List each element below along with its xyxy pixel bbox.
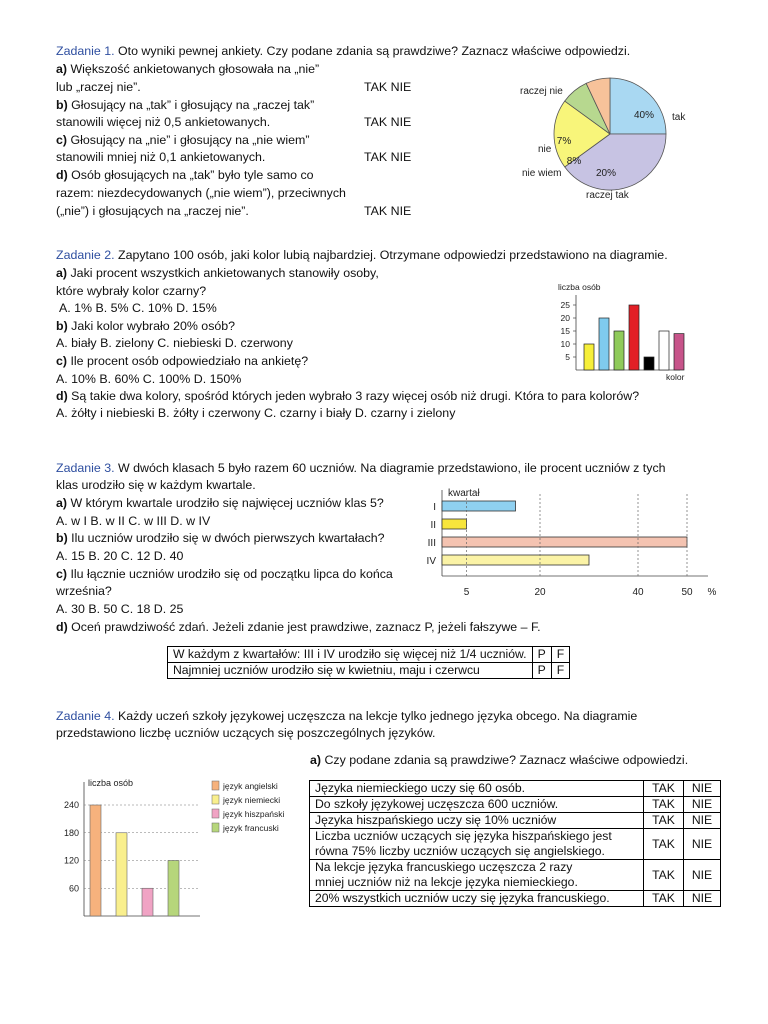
- color-bar: [614, 331, 624, 370]
- tak-option[interactable]: TAK: [644, 860, 684, 891]
- task2-c-text1: Ile procent osób odpowiedziało na ankietę?: [70, 354, 309, 368]
- nie-option[interactable]: NIE: [684, 891, 721, 907]
- x-tick-label: 50: [681, 587, 693, 598]
- task1-intro: Oto wyniki pewnej ankiety. Czy podane zdania są prawdziwe? Zaznacz właściwe odpowiedzi.: [118, 44, 631, 58]
- task3-intro2: klas urodziło się w każdym kwartale.: [56, 478, 256, 492]
- task4-intro-line: [56, 708, 637, 725]
- task2-b-line1: [56, 318, 235, 335]
- x-axis-unit: %: [707, 587, 717, 598]
- task1-d-label: d): [56, 168, 68, 182]
- pie-category-label: nie: [538, 144, 552, 155]
- y-tick-label: 25: [560, 300, 570, 310]
- y-tick-label: 240: [63, 800, 79, 810]
- pie-category-label: tak: [672, 112, 686, 123]
- task1-b-line1: [56, 97, 314, 114]
- table-row: [310, 781, 721, 797]
- table-row: [168, 663, 570, 679]
- task3-c-label: c): [56, 567, 68, 581]
- statement-line1: Liczba uczniów uczących się języka hiszpańskiego jest: [315, 829, 612, 843]
- task1-c-label: c): [56, 133, 68, 147]
- task1-a-text2: lub „raczej nie”.: [56, 80, 141, 94]
- task2-c-line1: [56, 353, 308, 370]
- y-axis-title: kwartał: [448, 488, 480, 499]
- nie-option[interactable]: NIE: [684, 813, 721, 829]
- color-bar: [674, 334, 684, 370]
- legend-label: język francuski: [223, 823, 279, 833]
- y-tick-label: 60: [68, 883, 79, 894]
- statement-cell: 20% wszystkich uczniów uczy się języka francuskiego.: [310, 891, 644, 907]
- language-bar: [116, 833, 127, 916]
- y-axis-title: liczba osób: [558, 282, 601, 292]
- pie-percent-label: 20%: [595, 168, 617, 179]
- pie-percent-label: 7%: [556, 136, 572, 147]
- task2-b-options[interactable]: A. biały B. zielony C. niebieski D. czerwony: [56, 336, 293, 350]
- task4-title: Zadanie 4.: [56, 709, 115, 723]
- task1-d-text1: Osób głosujących na „tak” było tyle samo co: [71, 168, 314, 182]
- task3-c-options[interactable]: A. 30 B. 50 C. 18 D. 25: [56, 602, 184, 616]
- quarter-bar: [442, 501, 516, 511]
- task2-d-line1: [56, 388, 639, 405]
- tak-option[interactable]: TAK: [644, 891, 684, 907]
- task1-a-answer[interactable]: TAK NIE: [364, 80, 412, 94]
- x-tick-label: 40: [632, 587, 644, 598]
- y-tick-label: 20: [560, 313, 570, 323]
- task1-b-label: b): [56, 98, 68, 112]
- task1-c-text1: Głosujący na „nie” i głosujący na „nie wiem”: [70, 133, 310, 147]
- x-axis-title: kolor: [666, 372, 685, 381]
- task2-c-label: c): [56, 354, 68, 368]
- nie-option[interactable]: NIE: [684, 797, 721, 813]
- pie-slice: [610, 78, 666, 134]
- task3-title: Zadanie 3.: [56, 461, 115, 475]
- task3-c-text1: Ilu łącznie uczniów urodziło się od początku lipca do końca: [70, 567, 393, 581]
- task2-title: Zadanie 2.: [56, 248, 115, 262]
- statement-line2: mniej uczniów niż na lekcje języka niemieckiego.: [315, 875, 578, 889]
- task4-intro2: przedstawiono liczbę uczniów uczących się poszczególnych języków.: [56, 726, 436, 740]
- task3-truefalse-table: [167, 646, 570, 679]
- task3-d-line1: [56, 619, 541, 636]
- pie-category-label: raczej tak: [586, 190, 629, 201]
- x-tick-label: 5: [463, 587, 470, 598]
- task1-a-text1: Większość ankietowanych głosowała na „nie”: [70, 62, 320, 76]
- y-tick-label: 10: [560, 339, 570, 349]
- quarter-bar: [442, 537, 687, 547]
- pie-category-label: nie wiem: [522, 168, 562, 179]
- tak-option[interactable]: TAK: [644, 781, 684, 797]
- task4-intro1: Każdy uczeń szkoły językowej uczęszcza na lekcje tylko jednego języka obcego. Na diagramie: [118, 709, 638, 723]
- table-row: [310, 829, 721, 860]
- quarter-label: II: [430, 520, 436, 531]
- y-tick-label: 15: [560, 326, 570, 336]
- legend-swatch: [212, 781, 219, 790]
- task3-a-options[interactable]: A. w I B. w II C. w III D. w IV: [56, 514, 211, 528]
- statement-cell: Języka niemieckiego uczy się 60 osób.: [310, 781, 644, 797]
- task1-c-answer[interactable]: TAK NIE: [364, 150, 412, 164]
- tak-option[interactable]: TAK: [644, 829, 684, 860]
- nie-option[interactable]: NIE: [684, 860, 721, 891]
- task2-a-line1: [56, 265, 379, 282]
- task2-d-options[interactable]: A. żółty i niebieski B. żółty i czerwony C. czarny i biały D. czarny i zielony: [56, 406, 456, 420]
- statement-line1: Na lekcje języka francuskiego uczęszcza 2 razy: [315, 860, 573, 874]
- task3-b-text1: Ilu uczniów urodziło się w dwóch pierwszych kwartałach?: [71, 531, 385, 545]
- quarter-bar-chart: [420, 484, 720, 604]
- statement-line2: równa 75% liczby uczniów uczących się angielskiego.: [315, 844, 605, 858]
- tak-option[interactable]: TAK: [644, 797, 684, 813]
- y-tick-label: 180: [63, 827, 79, 838]
- pie-percent-label: 40%: [633, 110, 655, 121]
- task2-a-text2: które wybrały kolor czarny?: [56, 284, 207, 298]
- nie-option[interactable]: NIE: [684, 781, 721, 797]
- table-row: [310, 891, 721, 907]
- task2-a-options[interactable]: A. 1% B. 5% C. 10% D. 15%: [59, 301, 217, 315]
- table-row: [310, 860, 721, 891]
- language-bar: [90, 805, 101, 916]
- p-option[interactable]: P: [532, 647, 551, 663]
- task3-d-label: d): [56, 620, 68, 634]
- task1-a-line1: [56, 61, 319, 78]
- pie-chart: [512, 72, 712, 212]
- task2-b-label: b): [56, 319, 68, 333]
- quarter-label: III: [427, 538, 436, 549]
- task3-a-label: a): [56, 496, 68, 510]
- y-tick-label: 5: [565, 352, 570, 362]
- task1-b-answer[interactable]: TAK NIE: [364, 115, 412, 129]
- task1-title: Zadanie 1.: [56, 44, 115, 58]
- task1-d-text3: („nie”) i głosujących na „raczej nie”.: [56, 204, 249, 218]
- language-bar-chart: [60, 772, 300, 922]
- statement-cell: Do szkoły językowej uczęszcza 600 uczniów.: [310, 797, 644, 813]
- legend-swatch: [212, 823, 219, 832]
- color-bar: [584, 344, 594, 370]
- table-row: [310, 813, 721, 829]
- statement-cell: [310, 829, 644, 860]
- task2-intro-line: [56, 247, 668, 264]
- task2-d-text1: Są takie dwa kolory, spośród których jeden wybrało 3 razy więcej osób niż drugi. Która to para kolorów?: [71, 389, 640, 403]
- statement-cell: Języka hiszpańskiego uczy się 10% uczniów: [310, 813, 644, 829]
- color-bar: [644, 357, 654, 370]
- task2-a-label: a): [56, 266, 68, 280]
- nie-option[interactable]: NIE: [684, 829, 721, 860]
- quarter-bar: [442, 555, 589, 565]
- task1-c-text2: stanowili mniej niż 0,1 ankietowanych.: [56, 150, 266, 164]
- task3-d-text1: Oceń prawdziwość zdań. Jeżeli zdanie jest prawdziwe, zaznacz P, jeżeli fałszywe – F.: [71, 620, 541, 634]
- statement-cell: Najmniej uczniów urodziło się w kwietniu, maju i czerwcu: [168, 663, 533, 679]
- language-bar: [142, 888, 153, 916]
- task3-a-line1: [56, 495, 384, 512]
- color-bar: [629, 305, 639, 370]
- pie-percent-label: 8%: [566, 156, 582, 167]
- legend-label: język hiszpański: [223, 809, 285, 819]
- task1-b-text1: Głosujący na „tak” i głosujący na „raczej tak”: [71, 98, 315, 112]
- table-row: [310, 797, 721, 813]
- x-tick-label: 20: [534, 587, 546, 598]
- task1-d-line1: [56, 167, 314, 184]
- task2-c-options[interactable]: A. 10% B. 60% C. 100% D. 150%: [56, 372, 242, 386]
- task1-a-label: a): [56, 62, 68, 76]
- task1-d-text2: razem: niezdecydowanych („nie wiem”), przeciwnych: [56, 186, 346, 200]
- y-axis-title: liczba osób: [88, 778, 134, 788]
- p-option[interactable]: P: [532, 663, 551, 679]
- tak-option[interactable]: TAK: [644, 813, 684, 829]
- task3-b-line1: [56, 530, 385, 547]
- task4-truefalse-table: [309, 780, 721, 907]
- y-tick-label: 120: [63, 855, 79, 866]
- task1-intro-line: [56, 43, 630, 60]
- task4-a-line1: [310, 752, 688, 769]
- task4-a-label: a): [310, 753, 322, 767]
- color-bar: [659, 331, 669, 370]
- f-option[interactable]: F: [551, 663, 569, 679]
- f-option[interactable]: F: [551, 647, 569, 663]
- legend-label: język angielski: [223, 781, 278, 791]
- table-row: [168, 647, 570, 663]
- statement-cell: W każdym z kwartałów: III i IV urodziło się więcej niż 1/4 uczniów.: [168, 647, 533, 663]
- task3-intro-line: [56, 460, 666, 477]
- task3-b-label: b): [56, 531, 68, 545]
- task2-intro: Zapytano 100 osób, jaki kolor lubią najbardziej. Otrzymane odpowiedzi przedstawiono na diagramie.: [118, 248, 668, 262]
- task3-c-text2: września?: [56, 584, 112, 598]
- task1-c-line1: [56, 132, 309, 149]
- quarter-label: IV: [426, 556, 436, 567]
- task1-d-answer[interactable]: TAK NIE: [364, 204, 412, 218]
- task2-a-text1: Jaki procent wszystkich ankietowanych stanowiły osoby,: [70, 266, 379, 280]
- legend-label: język niemiecki: [223, 795, 281, 805]
- task4-a-text1: Czy podane zdania są prawdziwe? Zaznacz właściwe odpowiedzi.: [324, 753, 689, 767]
- color-bar-chart: [540, 281, 690, 381]
- task3-c-line1: [56, 566, 393, 583]
- task2-d-label: d): [56, 389, 68, 403]
- quarter-bar: [442, 519, 467, 529]
- pie-category-label: raczej nie: [520, 86, 563, 97]
- task2-b-text1: Jaki kolor wybrało 20% osób?: [71, 319, 236, 333]
- statement-cell: [310, 860, 644, 891]
- quarter-label: I: [433, 502, 436, 513]
- color-bar: [599, 318, 609, 370]
- task3-intro1: W dwóch klasach 5 było razem 60 uczniów. Na diagramie przedstawiono, ile procent uczniów z tych: [118, 461, 666, 475]
- legend-swatch: [212, 809, 219, 818]
- language-bar: [168, 861, 179, 917]
- task3-a-text1: W którym kwartale urodziło się najwięcej uczniów klas 5?: [70, 496, 384, 510]
- legend-swatch: [212, 795, 219, 804]
- task1-b-text2: stanowili więcej niż 0,5 ankietowanych.: [56, 115, 271, 129]
- task3-b-options[interactable]: A. 15 B. 20 C. 12 D. 40: [56, 549, 184, 563]
